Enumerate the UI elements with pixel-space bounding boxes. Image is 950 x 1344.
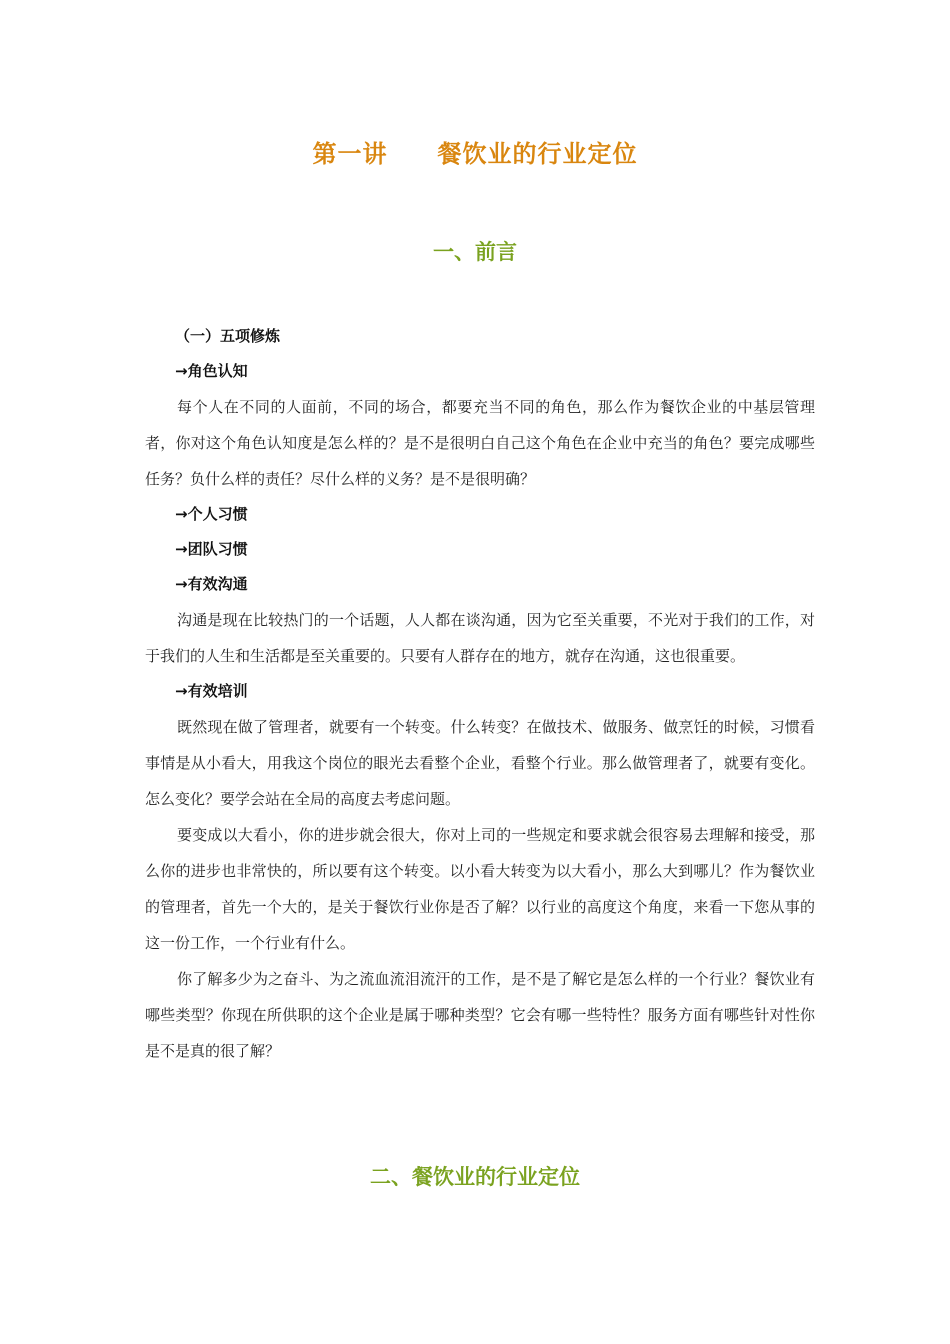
paragraph-training-1: 既然现在做了管理者，就要有一个转变。什么转变？在做技术、做服务、做烹饪的时候，习惯看事情是从小看大，用我这个岗位的眼光去看整个企业，看整个行业。那么做管理者了，就要有变化。怎么变化？要学会站在全局的高度去考虑问题。 [145, 718, 815, 808]
item-heading-role-cognition: →角色认知 [175, 362, 248, 380]
paragraph-communication: 沟通是现在比较热门的一个话题，人人都在谈沟通，因为它至关重要，不光对于我们的工作，对于我们的人生和生活都是至关重要的。只要有人群存在的地方，就存在沟通，这也很重要。 [145, 611, 815, 665]
item-heading-effective-communication: →有效沟通 [175, 575, 248, 593]
paragraph-training-3: 你了解多少为之奋斗、为之流血流泪流汗的工作，是不是了解它是怎么样的一个行业？餐饮业有哪些类型？你现在所供职的这个企业是属于哪种类型？它会有哪一些特性？服务方面有哪些针对性你是不是真的很了解？ [145, 970, 815, 1060]
section-heading-preface: 一、前言 [433, 240, 517, 264]
item-heading-effective-training: →有效培训 [175, 682, 248, 700]
item-heading-personal-habits: →个人习惯 [175, 505, 248, 523]
paragraph-training-2: 要变成以大看小，你的进步就会很大，你对上司的一些规定和要求就会很容易去理解和接受，那么你的进步也非常快的，所以要有这个转变。以小看大转变为以大看小，那么大到哪儿？作为餐饮业的管理者，首先一个大的，是关于餐饮行业你是否了解？以行业的高度这个角度，来看一下您从事的这一份工作，一个行业有什么。 [145, 826, 815, 952]
document-body [145, 319, 815, 1069]
item-heading-team-habits: →团队习惯 [175, 540, 248, 558]
subheading-five-disciplines: （一）五项修炼 [175, 327, 281, 345]
paragraph-role-cognition: 每个人在不同的人面前，不同的场合，都要充当不同的角色，那么作为餐饮企业的中基层管理者，你对这个角色认知度是怎么样的？是不是很明白自己这个角色在企业中充当的角色？要完成哪些任务？负什么样的责任？尽什么样的义务？是不是很明确？ [145, 398, 815, 488]
lecture-title: 第一讲 餐饮业的行业定位 [312, 140, 638, 168]
section-heading-industry-positioning: 二、餐饮业的行业定位 [370, 1165, 580, 1189]
